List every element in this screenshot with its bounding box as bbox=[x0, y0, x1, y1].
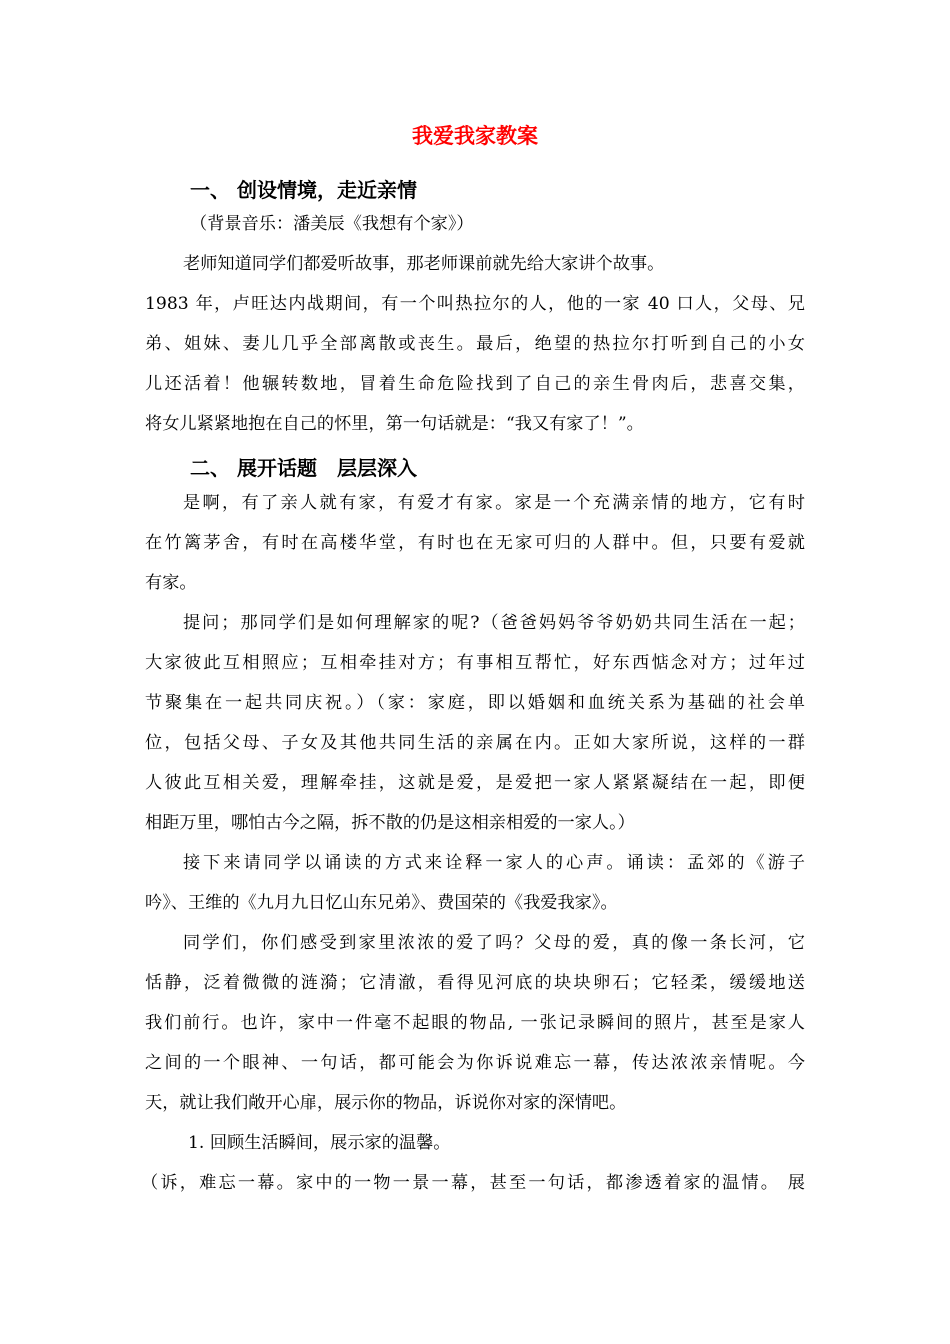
paragraph-line: 提问；那同学们是如何理解家的呢?（爸爸妈妈爷爷奶奶共同生活在一起； bbox=[183, 613, 805, 633]
story-line: 弟、姐妹、妻儿几乎全部离散或丧生。最后，绝望的热拉尔打听到自己的小女 bbox=[145, 334, 805, 354]
paragraph-line: 是啊，有了亲人就有家，有爱才有家。家是一个充满亲情的地方，它有时 bbox=[183, 493, 805, 513]
paragraph-line: 大家彼此互相照应；互相牵挂对方；有事相互帮忙，好东西惦念对方；过年过 bbox=[145, 653, 805, 673]
section-2-heading: 二、 展开话题 层层深入 bbox=[190, 456, 417, 480]
paragraph-line: 有家。 bbox=[145, 573, 197, 593]
paragraph-line: 接下来请同学以诵读的方式来诠释一家人的心声。诵读：孟郊的《游子 bbox=[183, 853, 805, 873]
paragraph-line: 节聚集在一起共同庆祝。）（家：家庭，即以婚姻和血统关系为基础的社会单 bbox=[145, 693, 805, 713]
paragraph-line: 位，包括父母、子女及其他共同生活的亲属在内。正如大家所说，这样的一群 bbox=[145, 733, 805, 753]
list-item-1: 1. 回顾生活瞬间，展示家的温馨。 bbox=[188, 1133, 451, 1153]
story-line: 1983 年，卢旺达内战期间，有一个叫热拉尔的人，他的一家 40 口人，父母、兄 bbox=[145, 294, 805, 314]
music-note: （背景音乐：潘美辰《我想有个家》） bbox=[190, 214, 474, 234]
document-title: 我爱我家教案 bbox=[412, 124, 538, 148]
list-item-1-note: （诉，难忘一幕。家中的一物一景一幕，甚至一句话，都渗透着家的温情。 展 bbox=[141, 1173, 805, 1193]
paragraph-line: 在竹篱茅舍，有时在高楼华堂，有时也在无家可归的人群中。但，只要有爱就 bbox=[145, 533, 805, 553]
section-1-heading: 一、 创设情境，走近亲情 bbox=[190, 178, 417, 202]
paragraph-line: 相距万里，哪怕古今之隔，拆不散的仍是这相亲相爱的一家人。） bbox=[145, 813, 635, 833]
paragraph-line: 吟》、王维的《九月九日忆山东兄弟》、费国荣的《我爱我家》。 bbox=[145, 893, 618, 913]
paragraph-line: 我们前行。也许，家中一件毫不起眼的物品, 一张记录瞬间的照片，甚至是家人 bbox=[145, 1013, 805, 1033]
paragraph-line: 天，就让我们敞开心扉，展示你的物品，诉说你对家的深情吧。 bbox=[145, 1093, 627, 1113]
story-line: 将女儿紧紧地抱在自己的怀里，第一句话就是：“我又有家了！”。 bbox=[145, 414, 644, 434]
paragraph-line: 之间的一个眼神、一句话，都可能会为你诉说难忘一幕，传达浓浓亲情呢。今 bbox=[145, 1053, 805, 1073]
paragraph-line: 恬静，泛着微微的涟漪；它清澈，看得见河底的块块卵石；它轻柔，缓缓地送 bbox=[145, 973, 805, 993]
intro-paragraph: 老师知道同学们都爱听故事，那老师课前就先给大家讲个故事。 bbox=[183, 254, 665, 274]
paragraph-line: 同学们，你们感受到家里浓浓的爱了吗？父母的爱，真的像一条长河，它 bbox=[183, 933, 805, 953]
story-line: 儿还活着！他辗转数地，冒着生命危险找到了自己的亲生骨肉后，悲喜交集， bbox=[145, 374, 805, 394]
paragraph-line: 人彼此互相关爱，理解牵挂，这就是爱，是爱把一家人紧紧凝结在一起，即便 bbox=[145, 773, 805, 793]
